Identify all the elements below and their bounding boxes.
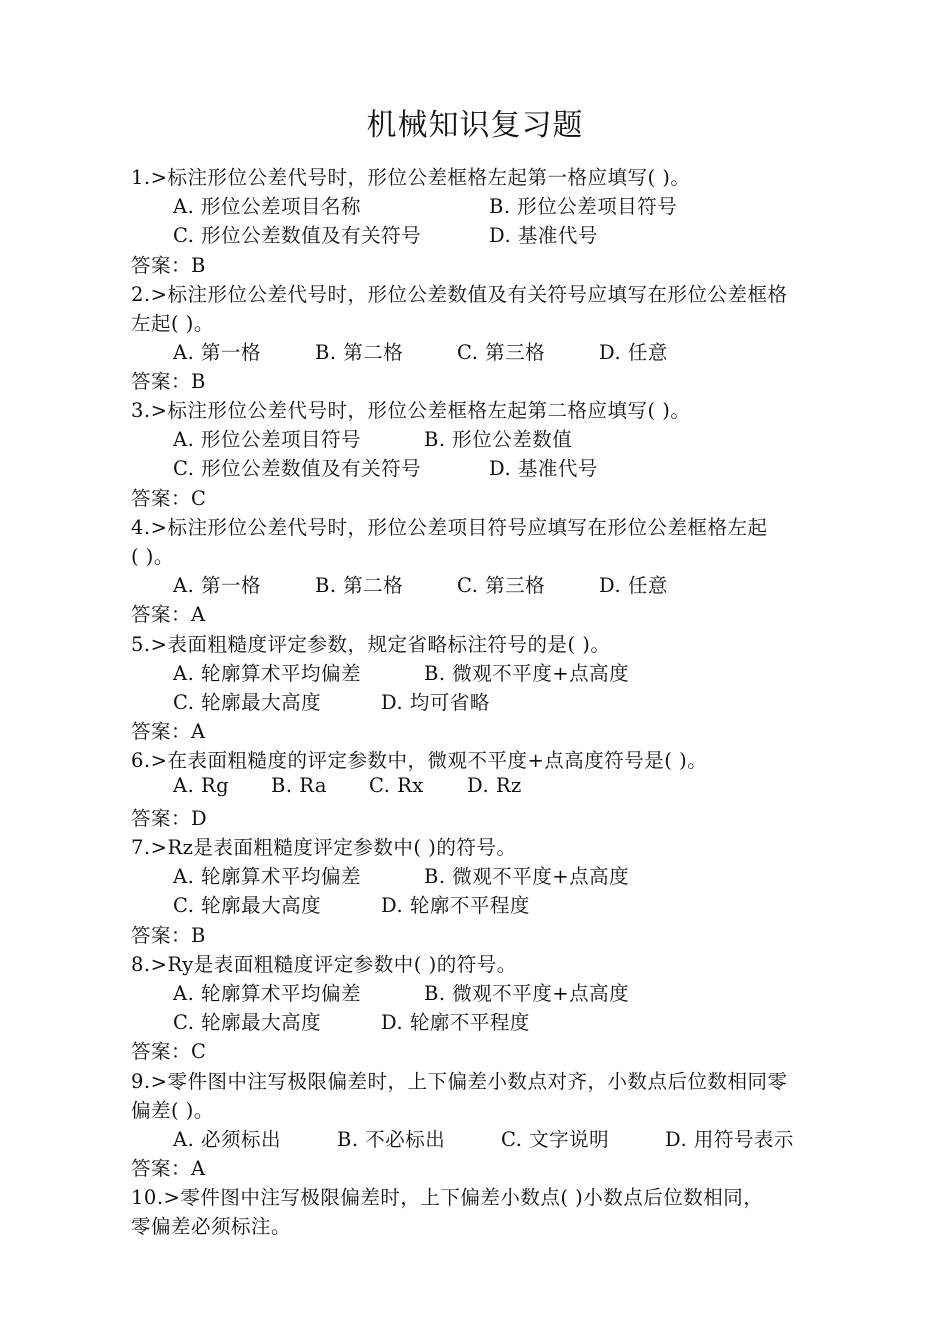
option-c: C. 文字说明 [501,1128,610,1151]
option-c: C. 形位公差数值及有关符号 [173,457,422,480]
question-3-options-row-2 [173,453,598,481]
option-a: A. 轮廓算术平均偏差 [173,865,361,888]
option-a: A. 轮廓算术平均偏差 [173,662,361,685]
question-2-stem-line-2: 左起( )。 [131,312,214,335]
option-b: B. 微观不平度+点高度 [424,982,630,1005]
question-9-stem-line-2: 偏差( )。 [131,1099,214,1122]
option-b: B. 不必标出 [337,1128,446,1151]
option-d: D. 任意 [599,341,668,364]
question-8-answer: 答案：C [131,1040,207,1063]
question-5-options-row-2 [173,687,490,715]
option-c: C. 形位公差数值及有关符号 [173,224,422,247]
option-b: B. 微观不平度+点高度 [424,662,630,685]
question-1-options-row-2 [173,220,598,248]
question-10-stem-line-2: 零偏差必须标注。 [131,1215,292,1238]
option-b: B. 形位公差数值 [424,428,573,451]
question-1-stem: 1.>标注形位公差代号时，形位公差框格左起第一格应填写( )。 [131,166,691,189]
question-2-answer: 答案：B [131,370,206,393]
option-d: D. Rz [467,774,522,797]
question-6-stem: 6.>在表面粗糙度的评定参数中，微观不平度+点高度符号是( )。 [131,749,708,772]
option-c: C. 轮廓最大高度 [173,894,322,917]
question-1-options-row-1 [173,191,677,219]
option-a: A. 第一格 [173,574,261,597]
option-c: C. 轮廓最大高度 [173,691,322,714]
question-6-answer: 答案：D [131,807,208,830]
question-7-answer: 答案：B [131,924,206,947]
question-2-stem-line-1: 2.>标注形位公差代号时，形位公差数值及有关符号应填写在形位公差框格 [131,283,788,306]
question-7-options-row-2 [173,890,530,918]
question-8-options-row-1 [173,978,629,1006]
option-a: A. 轮廓算术平均偏差 [173,982,361,1005]
option-c: C. 第三格 [457,341,546,364]
question-6-options [173,774,522,797]
option-a: A. 必须标出 [173,1128,281,1151]
option-b: B. 形位公差项目符号 [489,195,678,218]
option-d: D. 基准代号 [489,457,598,480]
option-d: D. 任意 [599,574,668,597]
option-c: C. Rx [369,774,424,797]
question-10-stem-line-1: 10.>零件图中注写极限偏差时，上下偏差小数点( )小数点后位数相同， [131,1186,764,1209]
option-d: D. 用符号表示 [665,1128,794,1151]
option-d: D. 轮廓不平程度 [381,894,530,917]
question-9-stem-line-1: 9.>零件图中注写极限偏差时，上下偏差小数点对齐，小数点后位数相同零 [131,1070,788,1093]
question-1-answer: 答案：B [131,254,206,277]
question-4-stem-line-1: 4.>标注形位公差代号时，形位公差项目符号应填写在形位公差框格左起 [131,516,768,539]
question-9-answer: 答案：A [131,1157,206,1180]
question-4-options [173,570,668,598]
question-4-answer: 答案：A [131,603,206,626]
option-b: B. 第二格 [315,574,404,597]
page-title: 机械知识复习题 [366,108,584,143]
option-b: B. 微观不平度+点高度 [424,865,630,888]
option-c: C. 第三格 [457,574,546,597]
question-4-stem-line-2: ( )。 [131,545,174,568]
option-d: D. 均可省略 [381,691,490,714]
question-3-stem: 3.>标注形位公差代号时，形位公差框格左起第二格应填写( )。 [131,399,691,422]
option-b: B. 第二格 [315,341,404,364]
question-3-options-row-1 [173,424,572,452]
option-a: A. 第一格 [173,341,261,364]
question-7-stem: 7.>Rz是表面粗糙度评定参数中( )的符号。 [131,836,517,859]
question-9-options [173,1124,794,1152]
option-a: A. Rg [173,774,230,797]
option-b: B. Ra [271,774,327,797]
question-8-stem: 8.>Ry是表面粗糙度评定参数中( )的符号。 [131,953,517,976]
question-5-stem: 5.>表面粗糙度评定参数，规定省略标注符号的是( )。 [131,633,611,656]
option-a: A. 形位公差项目符号 [173,428,361,451]
option-d: D. 轮廓不平程度 [381,1011,530,1034]
question-3-answer: 答案：C [131,487,207,510]
question-2-options [173,337,668,365]
question-7-options-row-1 [173,861,629,889]
question-8-options-row-2 [173,1007,530,1035]
option-d: D. 基准代号 [489,224,598,247]
question-5-options-row-1 [173,658,629,686]
question-5-answer: 答案：A [131,720,206,743]
option-a: A. 形位公差项目名称 [173,195,361,218]
option-c: C. 轮廓最大高度 [173,1011,322,1034]
